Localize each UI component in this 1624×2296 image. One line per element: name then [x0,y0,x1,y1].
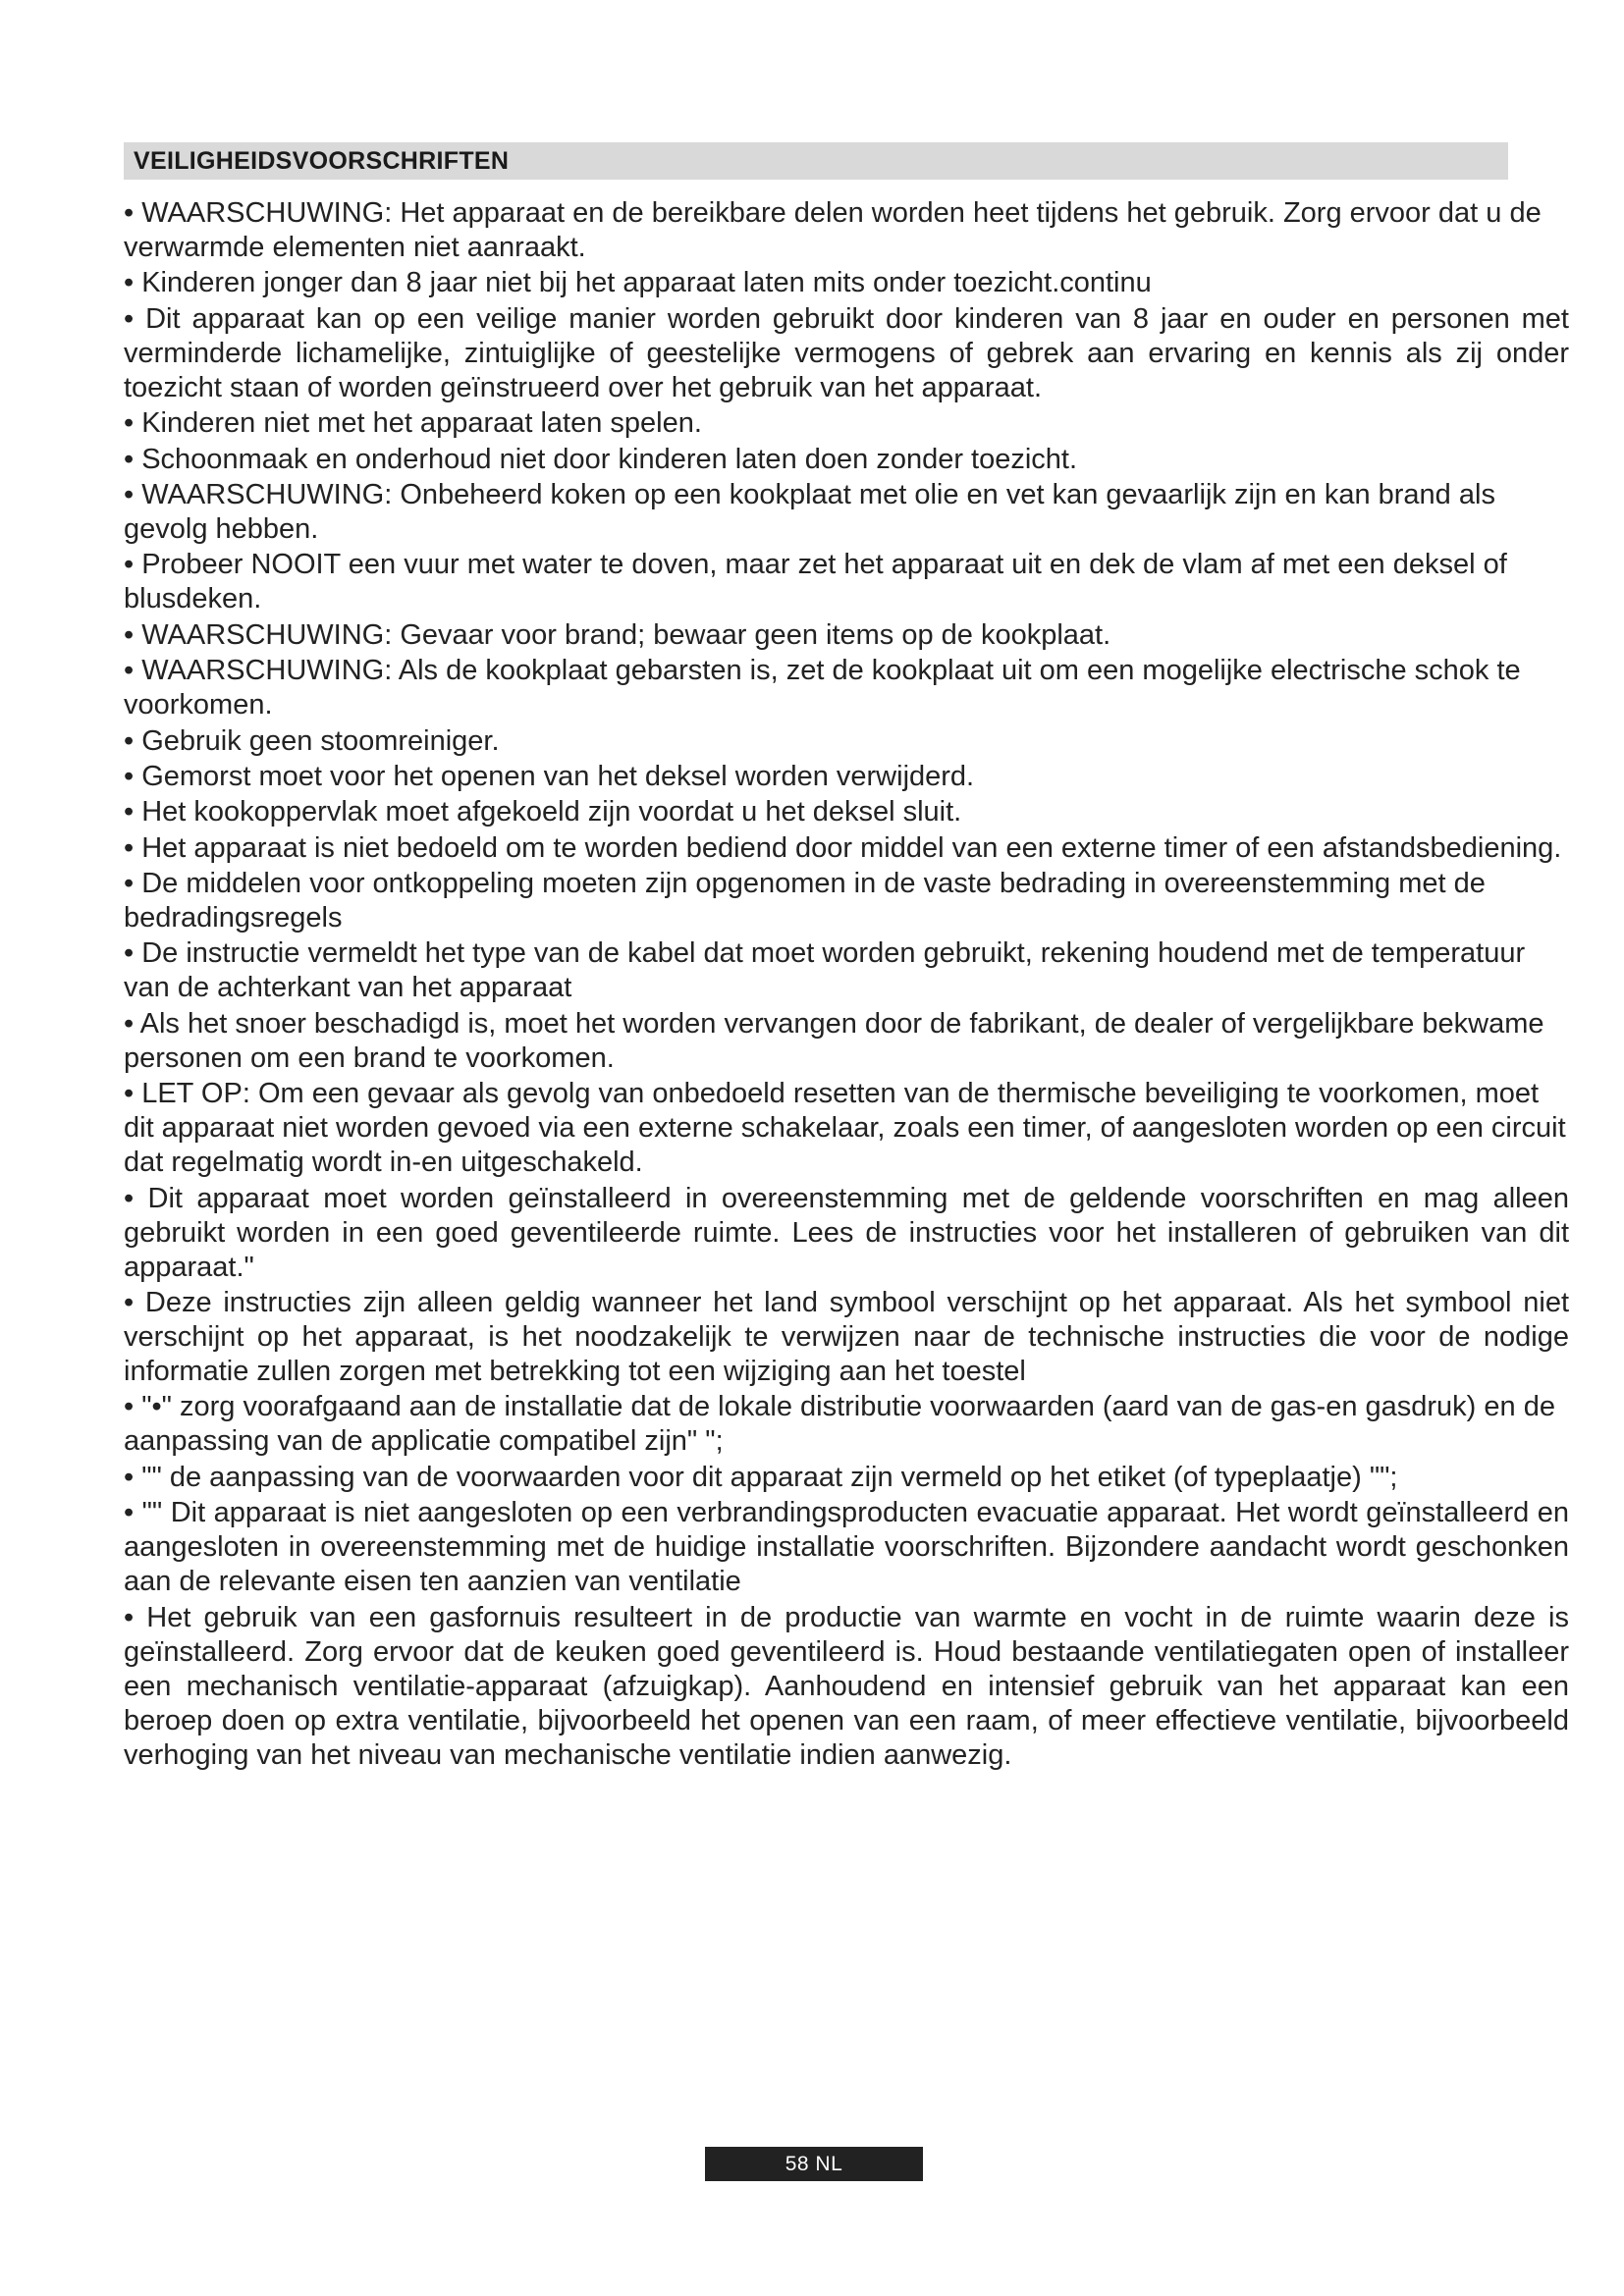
list-item-spills: • Gemorst moet voor het openen van het deksel worden verwijderd. [124,760,975,792]
list-item-local-distribution: • "•" zorg voorafgaand aan de installatie dat de lokale distributie voorwaarden (aard van de gas-en gasdruk) en de aanpassing van de applicatie compatibel zijn" "; [124,1391,1555,1458]
safety-instructions-list [124,196,1569,1774]
list-item-children-under-8: • Kinderen jonger dan 8 jaar niet bij het apparaat laten mits onder toezicht.continu [124,267,1152,299]
section-header [124,142,1508,180]
list-item-disconnection: • De middelen voor ontkoppeling moeten zijn opgenomen in de vaste bedrading in overeenstemming met de bedradingsregels [124,868,1486,934]
list-item-no-playing: • Kinderen niet met het apparaat laten spelen. [124,407,702,440]
list-item-installation-rules: • Dit apparaat moet worden geïnstalleerd in overeenstemming met de geldende voorschriften en mag alleen gebruikt worden in een goed geventileerde ruimte. Lees de instructies voor het installeren of gebruiken van dit apparaat." [124,1182,1569,1283]
list-item-ventilation: • Het gebruik van een gasfornuis resulteert in de productie van warmte en vocht in de ruimte waarin deze is geïnstalleerd. Zorg ervoor dat de keuken goed geventileerd is. Houd bestaande ventilatiegaten open of installeer een mechanisch ventilatie-apparaat (afzuigkap). Aanhoudend en intensief gebruik van het apparaat kan een beroep doen op extra ventilatie, bijvoorbeeld het openen van een raam, of meer effectieve ventilatie, bijvoorbeeld verhoging van het niveau van mechanische ventilatie indien aanwezig. [124,1601,1569,1771]
list-item-no-steam-cleaner: • Gebruik geen stoomreiniger. [124,724,500,757]
list-item-caution-thermal: • LET OP: Om een gevaar als gevolg van onbedoeld resetten van de thermische beveiliging te voorkomen, moet dit apparaat niet worden gevoed via een externe schakelaar, zoals een timer, of aangesloten worden op een circuit dat regelmatig wordt in-en uitgeschakeld. [124,1078,1566,1179]
list-item-cable-type: • De instructie vermeldt het type van de kabel dat moet worden gebruikt, rekening houdend met de temperatuur van de achterkant van het apparaat [124,937,1526,1004]
list-item-never-water: • Probeer NOOIT een vuur met water te doven, maar zet het apparaat uit en dek de vlam af met een deksel of blusdeken. [124,549,1507,615]
list-item-safe-use: • Dit apparaat kan op een veilige manier worden gebruikt door kinderen van 8 jaar en ouder en personen met verminderde lichamelijke, zintuiglijke of geestelijke vermogens of gebrek aan ervaring en kennis als zij onder toezicht staan of worden geïnstrueerd over het gebruik van het apparaat. [124,302,1569,403]
list-item-country-symbol: • Deze instructies zijn alleen geldig wanneer het land symbool verschijnt op het apparaat. Als het symbool niet verschijnt op het apparaat, is het noodzakelijk te verwijzen naar de technische instructies die voor de nodige informatie zullen zorgen met betrekking tot een wijziging aan het toestel [124,1287,1569,1388]
list-item-warning-fire: • WAARSCHUWING: Gevaar voor brand; bewaar geen items op de kookplaat. [124,618,1111,651]
page-number-badge [705,2147,923,2181]
list-item-warning-oil-fat: • WAARSCHUWING: Onbeheerd koken op een kookplaat met olie en vet kan gevaarlijk zijn en kan brand als gevolg hebben. [124,478,1495,545]
page-number: 58 NL [785,2152,843,2175]
list-item-no-external-timer: • Het apparaat is niet bedoeld om te worden bediend door middel van een externe timer of een afstandsbediening. [124,831,1562,864]
list-item-rating-label: • "" de aanpassing van de voorwaarden voor dit apparaat zijn vermeld op het etiket (of typeplaatje) ""; [124,1461,1398,1493]
section-title: VEILIGHEIDSVOORSCHRIFTEN [134,146,510,175]
list-item-warning-hot-parts: • WAARSCHUWING: Het apparaat en de bereikbare delen worden heet tijdens het gebruik. Zorg ervoor dat u de verwarmde elementen niet aanraakt. [124,197,1542,263]
list-item-warning-cracked: • WAARSCHUWING: Als de kookplaat gebarsten is, zet de kookplaat uit om een mogelijke electrische schok te voorkomen. [124,655,1521,721]
list-item-cleaning: • Schoonmaak en onderhoud niet door kinderen laten doen zonder toezicht. [124,443,1078,475]
list-item-cool-surface: • Het kookoppervlak moet afgekoeld zijn voordat u het deksel sluit. [124,796,962,828]
list-item-damaged-cord: • Als het snoer beschadigd is, moet het worden vervangen door de fabrikant, de dealer of vergelijkbare bekwame personen om een brand te voorkomen. [124,1007,1544,1074]
list-item-combustion-evacuation: • "" Dit apparaat is niet aangesloten op een verbrandingsproducten evacuatie apparaat. Het wordt geïnstalleerd en aangesloten in overeenstemming met de huidige installatie voorschriften. Bijzondere aandacht wordt geschonken aan de relevante eisen ten aanzien van ventilatie [124,1497,1569,1598]
